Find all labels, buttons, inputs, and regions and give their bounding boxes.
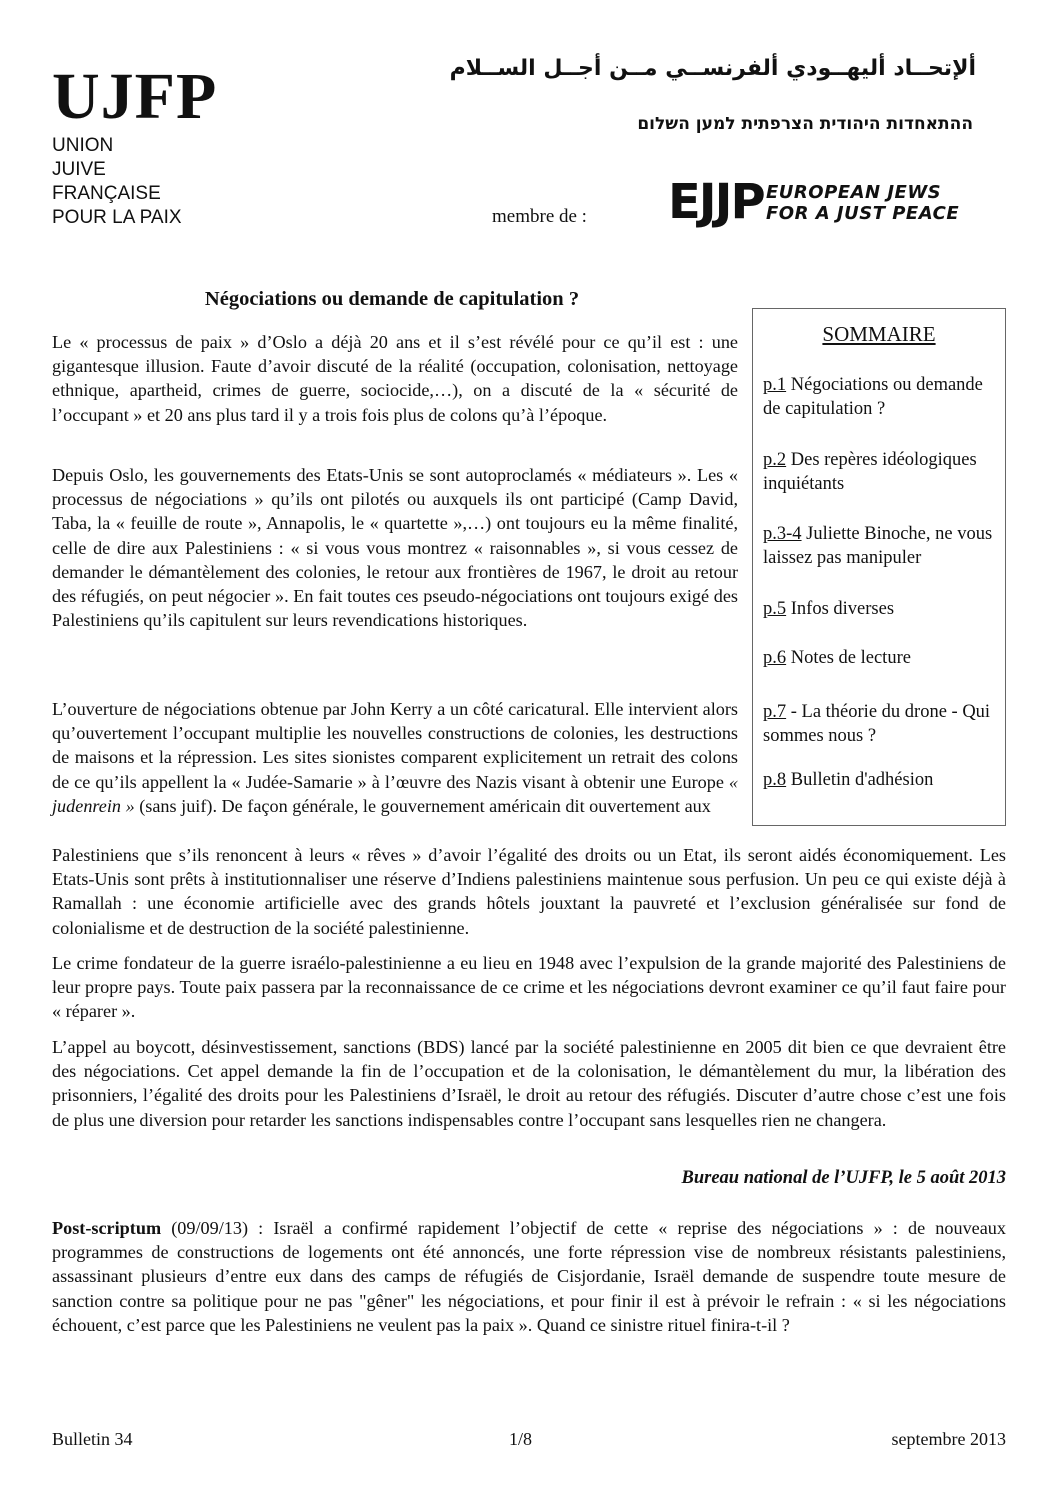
toc-page-link[interactable]: p.8 [763,770,787,790]
ejjp-tagline-line1: EUROPEAN JEWS [766,182,942,203]
org-line: UNION [52,135,114,156]
bulletin-number: Bulletin 34 [52,1429,133,1449]
toc-item[interactable] [763,768,997,792]
organization-name [52,134,182,230]
paragraph: Depuis Oslo, les gouvernements des Etats-Unis se sont autoproclamés « médiateurs ». Les « processus de négociations » qu’ils ont pilotés ou auxquels ils ont participé (Camp David, Taba, la « feuille de route », Annapolis, le « quartette »,…) ont toujours eu la même finalité, celle de dire aux Palestiniens : « si vous vous montrez « raisonnables », si vous cessez de demander le démantèlement des colonies, le retour aux frontières de 1967, le droit au retour des réfugiés, on peut négocier ». En fait toutes ces pseudo-négociations ont toujours exigé des Palestiniens qu’ils capitulent sur leurs revendications historiques. [52,465,738,631]
member-of-label: membre de : [492,206,587,227]
page-number: 1/8 [509,1429,533,1449]
toc-page-link[interactable]: p.1 [763,375,787,395]
ejjp-logo [668,174,968,236]
article-title: Négociations ou demande de capitulation ? [204,288,580,310]
toc-item[interactable] [763,700,997,748]
paragraph [52,697,738,818]
toc-item-text: Des repères idéologiques inquiétants [763,450,977,494]
toc-item-text: Infos diverses [786,599,895,619]
toc-item[interactable] [763,448,997,496]
toc-item-text: Juliette Binoche, ne vous laissez pas manipuler [763,524,993,568]
toc-page-link[interactable]: p.5 [763,599,787,619]
toc-item[interactable] [763,373,997,421]
ejjp-tagline-line2: FOR A JUST PEACE [766,203,960,224]
paragraph: Le « processus de paix » d’Oslo a déjà 20 ans et il s’est révélé pour ce qu’il est : une gigantesque illusion. Faute d’avoir discuté de la réalité (occupation, colonisation, nettoyage ethnique, apartheid, crimes de guerre, sociocide,…), on a discuté de la « sécurité de l’occupant » et 20 ans plus tard il y a trois fois plus de colons qu’à l’époque. [52,332,738,425]
toc-item[interactable] [763,646,997,670]
toc-item[interactable] [763,597,997,621]
paragraph-text: (sans juif). De façon générale, le gouvernement américain dit ouvertement aux [139,795,711,816]
paragraph-text: L’ouverture de négociations obtenue par John Kerry a un côté caricatural. Elle intervient alors qu’ouvertement l’occupant multiplie les nouvelles constructions de colonies, les destructions de maisons et la répression. Les sites sionistes comparent explicitement un retrait des colons de ce qu’ils appellent la « Judée-Samarie » à l’œuvre des Nazis visant à obtenir une Europe [52,699,738,792]
table-of-contents [752,308,1006,826]
toc-page-link[interactable]: p.6 [763,648,787,668]
postscript-label: Post-scriptum [52,1218,162,1238]
toc-item-text: Bulletin d'adhésion [786,770,934,790]
arabic-org-name: ألإتحــاد أليهــودي ألفرنســي مــن أجــل الســلام [449,56,976,81]
toc-page-link[interactable]: p.7 [763,702,787,722]
toc-item[interactable] [763,522,997,570]
toc-item-text: - La théorie du drone - Qui sommes nous ? [763,702,991,746]
org-line: POUR LA PAIX [52,207,182,228]
signature: Bureau national de l’UJFP, le 5 août 2013 [681,1168,1006,1188]
postscript-paragraph [52,1216,1006,1337]
paragraph: Le crime fondateur de la guerre israélo-palestinienne a eu lieu en 1948 avec l’expulsion de la grande majorité des Palestiniens de leur propre pays. Toute paix passera par la reconnaissance de ce crime et les négociations devront examiner ce qu’il faut faire pour « réparer ». [52,953,1006,1022]
toc-page-link[interactable]: p.3-4 [763,524,802,544]
paragraph: L’appel au boycott, désinvestissement, sanctions (BDS) lancé par la société palestinienne en 2005 dit bien ce que devraient être des négociations. Cet appel demande la fin de l’occupation et de la colonisation, le démantèlement du mur, la libération des prisonniers, l’égalité des droits pour les Palestiniens d’Israël, le droit au retour des réfugiés. Discuter d’autre chose c’est une fois de plus une diversion pour retarder les sanctions indispensables contre l’occupant sans lesquelles rien ne changera. [52,1037,1006,1130]
toc-title: SOMMAIRE [822,322,936,346]
paragraph: Palestiniens que s’ils renoncent à leurs « rêves » d’avoir l’égalité des droits ou un Etat, ils seront aidés économiquement. Les Etats-Unis sont prêts à institutionnaliser une réserve d’Indiens palestiniens maintenue sous perfusion. Un peu ce qui existe déjà à Ramallah : une économie artificielle avec des grands hôtels jouxtant la pauvreté et l’exclusion généralisée sur fond de colonialisme et de destruction de la société palestinienne. [52,845,1006,938]
hebrew-org-name: ההתאחדות היהודית הצרפתית למען השלום [637,114,973,134]
toc-item-text: Négociations ou demande de capitulation ? [763,375,983,419]
toc-item-text: Notes de lecture [786,648,911,668]
ujfp-logo: UJFP [52,60,218,133]
org-line: JUIVE [52,159,106,180]
emphasis-text: « judenrein » [52,771,739,816]
toc-page-link[interactable]: p.2 [763,450,787,470]
org-line: FRANÇAISE [52,183,161,204]
ejjp-mark: EJJP [668,174,764,230]
issue-date: septembre 2013 [891,1429,1006,1449]
ejjp-tagline [766,182,959,224]
postscript-text: (09/09/13) : Israël a confirmé rapidement l’objectif de cette « reprise des négociations » : de nouveaux programmes de constructions de logements ont été annoncés, une forte répression vise de nombreux résistants palestiniens, assassinant plusieurs d’entre eux dans des camps de réfugiés de Cisjordanie, Israël demande de suspendre toute mesure de sanction contre sa politique pour ne pas "gêner" les négociations, et pour finir il est à prévoir le refrain : « si les négociations échouent, c’est parce que les Palestiniens ne veulent pas la paix ». Quand ce sinistre rituel finira-t-il ? [52,1218,1006,1335]
